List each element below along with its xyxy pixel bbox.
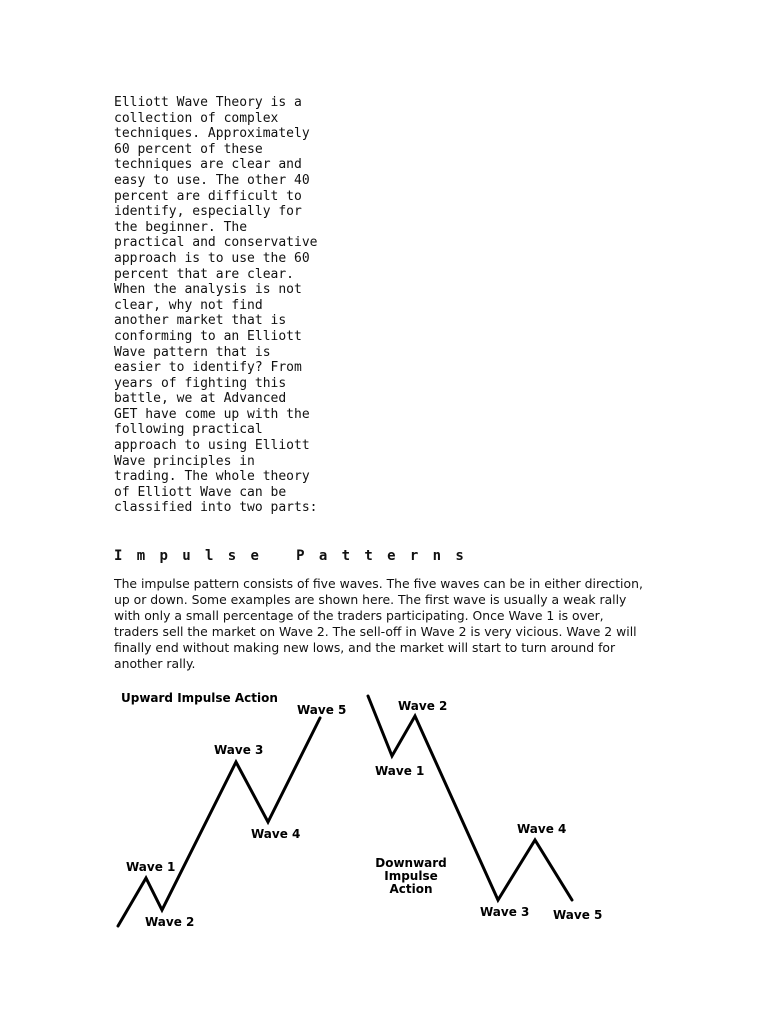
intro-line: identify, especially for (114, 204, 302, 220)
down-wave-4-label: Wave 4 (517, 822, 567, 836)
up-wave-5-label: Wave 5 (297, 703, 347, 717)
intro-line: Wave principles in (114, 453, 255, 469)
up-wave-3-label: Wave 3 (214, 743, 264, 757)
intro-line: practical and conservative (114, 235, 318, 251)
downward-title (368, 857, 454, 896)
intro-line: Wave pattern that is (114, 344, 271, 360)
down-wave-2-label: Wave 2 (398, 699, 448, 713)
down-wave-3-label: Wave 3 (480, 905, 530, 919)
impulse-paragraph (114, 576, 659, 672)
intro-line: Elliott Wave Theory is a (114, 95, 302, 110)
impulse-wave-figure (110, 688, 610, 938)
paragraph-line: up or down. Some examples are shown here. The first wave is usually a weak rally (114, 592, 627, 607)
down-wave-1-label: Wave 1 (375, 764, 425, 778)
intro-line: easier to identify? From (114, 360, 302, 376)
intro-line: When the analysis is not (114, 282, 302, 298)
up-wave-2-label: Wave 2 (145, 915, 195, 929)
downward-title-line: Impulse (384, 869, 438, 883)
intro-line: 60 percent of these (114, 141, 263, 157)
intro-line: following practical (114, 422, 263, 438)
intro-line: classified into two parts: (114, 500, 318, 516)
up-wave-4-label: Wave 4 (251, 827, 301, 841)
section-heading: Impulse Patterns (114, 548, 479, 564)
intro-line: conforming to an Elliott (114, 328, 302, 344)
wave-diagram (110, 688, 610, 938)
intro-line: easy to use. The other 40 (114, 172, 310, 188)
intro-line: percent are difficult to (114, 188, 302, 204)
intro-line: years of fighting this (114, 375, 287, 391)
intro-line: another market that is (114, 313, 287, 329)
paragraph-line: with only a small percentage of the traders participating. Once Wave 1 is over, (114, 608, 604, 623)
intro-line: techniques. Approximately (114, 126, 310, 142)
intro-line: clear, why not find (114, 297, 263, 313)
up-wave-1-label: Wave 1 (126, 860, 176, 874)
intro-line: techniques are clear and (114, 157, 302, 173)
intro-line: trading. The whole theory (114, 469, 310, 485)
upward-title: Upward Impulse Action (121, 691, 278, 705)
downward-title-line: Action (389, 882, 433, 896)
intro-line: of Elliott Wave can be (114, 484, 287, 500)
intro-line: percent that are clear. (114, 266, 295, 282)
down-wave-5-label: Wave 5 (553, 908, 603, 922)
intro-text-block (114, 95, 659, 516)
paragraph-line: another rally. (114, 656, 196, 671)
intro-line: the beginner. The (114, 219, 248, 235)
paragraph-line: traders sell the market on Wave 2. The sell-off in Wave 2 is very vicious. Wave 2 will (114, 624, 637, 639)
intro-line: approach is to use the 60 (114, 250, 310, 266)
intro-line: approach to using Elliott (114, 438, 310, 454)
downward-title-line: Downward (375, 856, 447, 870)
paragraph-line: finally end without making new lows, and the market will start to turn around for (114, 640, 616, 655)
intro-line: collection of complex (114, 110, 279, 126)
intro-line: GET have come up with the (114, 406, 310, 422)
paragraph-line: The impulse pattern consists of five waves. The five waves can be in either direction, (114, 576, 643, 591)
intro-line: battle, we at Advanced (114, 391, 287, 407)
